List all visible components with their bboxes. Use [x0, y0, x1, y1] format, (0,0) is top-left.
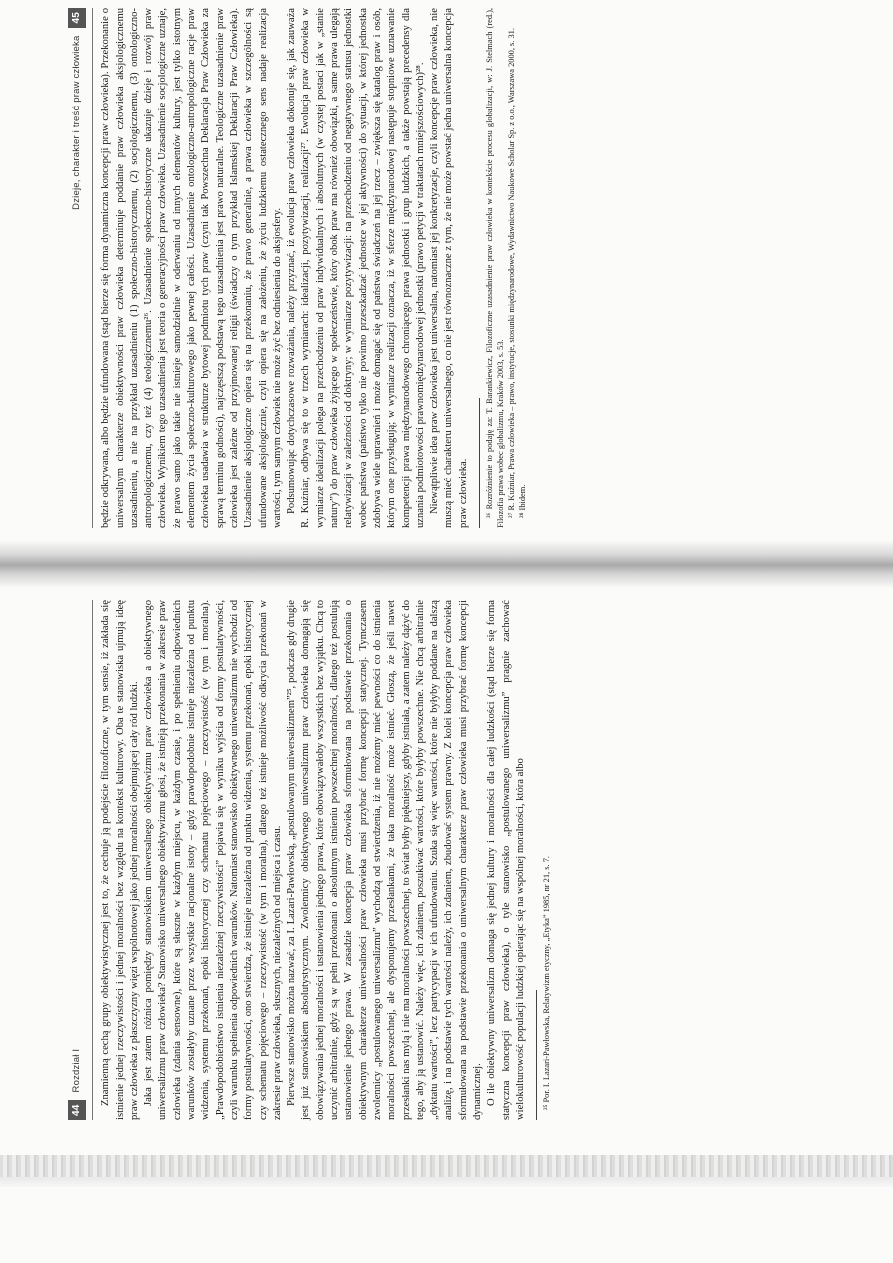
right-page [68, 8, 528, 528]
left-page [68, 600, 552, 1120]
left-paragraph: O ile obiektywny uniwersalizm domaga się jednej kultury i moralności dla całej ludzkości (stąd bierze się forma statyczna koncepcji praw człowieka), o tyle stanowisko „postulowanego uniwersalizmu” pragnie zachować wielokulturowość populacji ludzkiej opierając się na wspólnej moralności, która albo [486, 600, 526, 1120]
left-paragraph: Znamienną cechą grupy obiektywistycznej jest to, że cechuje ją podejście filozoficzne, w tym sensie, iż zakłada się istnienie jednej rzeczywistości i jednej moralności bez względu na kontekst kulturowy. Oba te stanowiska ujmują ideę praw człowieka z płaszczyzny więzi wspólnotowej jako jednej moralności obejmującej cały ród ludzki. [100, 600, 140, 1120]
footnote: ²⁷ R. Kuźniar, Prawa człowieka – prawo, instytucje, stosunki międzynarodowe, Wydawnictwo Naukowe Scholar Sp. z o.o., Warszawa 2000, s. 31. [507, 28, 517, 518]
footnote-rule [536, 990, 537, 1120]
right-footnotes [479, 8, 528, 528]
left-running-head [68, 600, 86, 1120]
left-paragraph: Pierwsze stanowisko można nazwać, za I. Lazari-Pawłowską, „postulowanym uniwersalizmem”²⁵, podczas gdy drugie jest już stanowiskiem absolutystycznym. Zwolennicy obiektywnego uniwersalizmu praw człowieka domagają się obowiązywania jednej moralności i ustanowienia jednego prawa, które obowiązywałoby wszystkich bez wyjątku. Chcą to uczynić arbitralnie, gdyż są w pełni przekonani o absolutnym istnieniu powszechnej moralności, dlatego też postulują ustanowienie jednego prawa. W zasadzie koncepcja praw człowieka sformułowana na podstawie przekonania o obiektywnym charakterze uniwersalności praw człowieka musi przybrać formę koncepcji statycznej. Tymczasem zwolennicy „postulowanego uniwersalizmu” wychodzą od stwierdzenia, iż nie możemy mieć pewności co do istnienia moralności powszechnej, ale dysponujemy przesłankami, że taka moralność może istnieć. Głoszą, że jeśli nawet przesłanki nas mylą i nie ma moralności powszechnej, to świat byłby piękniejszy, gdyby istniała, a zatem należy dążyć do tego, aby ją ustanowić. Należy więc, ich zdaniem, poszukiwać wartości, które byłyby powszechne. Nie chcą arbitralnie „dyktatu wartości”, lecz partycypacji w ich ufundowaniu. Szuka się więc wartości, które nie byłyby poddane na dalszą analizę, i na podstawie tych wartości należy, ich zdaniem, zbudować system prawny. Z kolei koncepcja praw człowieka sformułowana na podstawie przekonania o uniwersalnym charakterze praw człowieka musi przybrać formę koncepcji dynamicznej. [286, 600, 484, 1120]
right-paragraph: Niewątpliwie idea praw człowieka jest uniwersalna, natomiast jej konkretyzacje, czyli koncepcje praw człowieka, nie muszą mieć charakteru uniwersalnego, co nie jest równoznaczne z tym, że nie może powstać jedna uniwersalna koncepcja praw człowieka. [429, 8, 469, 528]
right-paragraph: Podsumowując dotychczasowe rozważania, należy przyznać, iż ewolucja praw człowieka dokonuje się, jak zauważa R. Kuźniar, odbywa się to w trzech wymiarach: idealizacji, pozytywizacji, realizacji²⁷. Ewolucja praw człowieka w wymiarze idealizacji polega na przechodzeniu od praw indywidualnych i absolutnych (w czystej postaci jak w „stanie natury”) do praw człowieka żyjącego w społeczeństwie, który obok praw ma również obowiązki, a same prawa ulegają relatywizacji w zależności od doktryny; w wymiarze pozytywizacji: na przechodzeniu od negatywnego statusu jednostki wobec państwa (państwo tylko nie powinno przeszkadzać jednostce w jej aktywności) do sytuacji, w której jednostka zdobywa wiele uprawnień i może domagać się od państwa świadczeń na jej rzecz – zwiększa się katalog praw i osób, którym one przysługują; w wymiarze realizacji oznacza, iż w sferze międzynarodowej następuje stopniowe uznawanie kompetencji prawa międzynarodowego chroniącego prawa jednostki i grup ludzkich, a także powstają precedensy dla uznania podmiotowości prawnomiędzynarodowej jednostki (prawo petycji w traktatach mniejszościowych)²⁸. [286, 8, 426, 528]
footnote: ²⁵ Por. I. Lazari-Pawłowska, Relatywizm etyczny, „Etyka” 1985, nr 21, s. 7. [542, 856, 552, 1110]
left-page-number: 44 [68, 1100, 86, 1120]
scanner-edge [0, 1155, 893, 1177]
right-paragraph: będzie odkrywana, albo będzie ufundowana (stąd bierze się forma dynamiczna koncepcji praw człowieka). Przekonanie o uniwersalnym charakterze obiektywności praw człowieka determinuje poddanie praw człowieka aksjologicznemu uzasadnieniu, a nie na przykład uzasadnieniu (1) społeczno-historycznemu, (2) socjologicznemu, (3) ontologiczno-antropologicznemu, czy też (4) teologicznemu²⁶. Uzasadnienie społeczno-historyczne ukazuje dzieje i rozwój praw człowieka. Wynikiem tego uzasadnienia jest teoria o generacyjności praw człowieka. Uzasadnienie socjologiczne uznaje, że prawo samo jako takie nie istnieje samodzielnie w oderwaniu od innych elementów kultury, jest tylko istotnym elementem życia społeczno-kulturowego jako pewnej całości. Uzasadnienie ontologiczno-antropologiczne racje praw człowieka usadawia w strukturze bytowej podmiotu tych praw (czyni tak Powszechna Deklaracja Praw Człowieka za sprawą terminu godności), najczęstszą podstawą tego uzasadnienia jest prawo naturalne. Teologiczne uzasadnienie praw człowieka jest zależne od przyjmowanej religii (świadczy o tym przykład Islamskiej Deklaracji Praw Człowieka). Uzasadnienie aksjologiczne opiera się na przekonaniu, że prawo generalnie, a prawa człowieka w szczególności są ufundowane aksjologicznie, czyli opiera się na założeniu, że życiu ludzkiemu ostatecznego sens nadaje realizacja wartości, tym samym człowiek nie może żyć bez odniesienia do aksjosfery. [100, 8, 283, 528]
left-chapter-label: Rozdział I [71, 1048, 82, 1093]
left-footnotes [536, 600, 552, 1120]
right-running-head [68, 8, 86, 528]
footnote: ²⁶ Rozróżnienie to podaję za: T. Barankiewicz, Filozoficzne uzasadnienie praw człowieka w kontekście procesu globalizacji, w: J. Stelmach (red.), Filozofia prawa wobec globalizmu, Kraków 2003, s. 53. [485, 8, 506, 528]
right-page-number: 45 [68, 8, 86, 28]
footnote: ²⁸ Ibidem. [518, 484, 528, 518]
right-chapter-title: Dzieje, charakter i treść praw człowieka [71, 35, 82, 210]
scanner-edge-shadow [0, 1177, 893, 1187]
left-paragraph: Jaka jest zatem różnica pomiędzy stanowiskiem uniwersalnego obiektywizmu praw człowieka a obiektywnego uniwersalizmu praw człowieka? Stanowisko uniwersalnego obiektywizmu głosi, że istnieją przekonania w zakresie praw człowieka (zdania sensowne), które są słuszne w każdym miejscu, w każdym czasie, i po spełnieniu odpowiednich warunków zostałyby uznane przez wszystkie racjonalne istoty – gdyż prawdopodobnie istnieje niezależna od punktu widzenia, systemu przekonań, epoki historycznej czy schematu pojęciowego – rzeczywistość (w tym i moralna). „Prawdopodobieństwo istnienia niezależnej rzeczywistości” pojawia się w wyniku wyjścia od formy postulatywności, czyli warunku spełnienia odpowiednich warunków. Natomiast stanowisko obiektywnego uniwersalizmu nie wychodzi od formy postulatywności, ono stwierdza, że istnieje niezależna od punktu widzenia, systemu przekonań, epoki historycznej czy schematu pojęciowego – rzeczywistość (w tym i moralna), dlatego też istnieje możliwość odkrycia przekonań w zakresie praw człowieka, słusznych, niezależnych od miejsca i czasu. [143, 600, 283, 1120]
book-gutter-shadow [0, 540, 893, 588]
footnote-rule [479, 398, 480, 528]
right-head-rule [92, 8, 93, 528]
left-head-rule [92, 600, 93, 1120]
